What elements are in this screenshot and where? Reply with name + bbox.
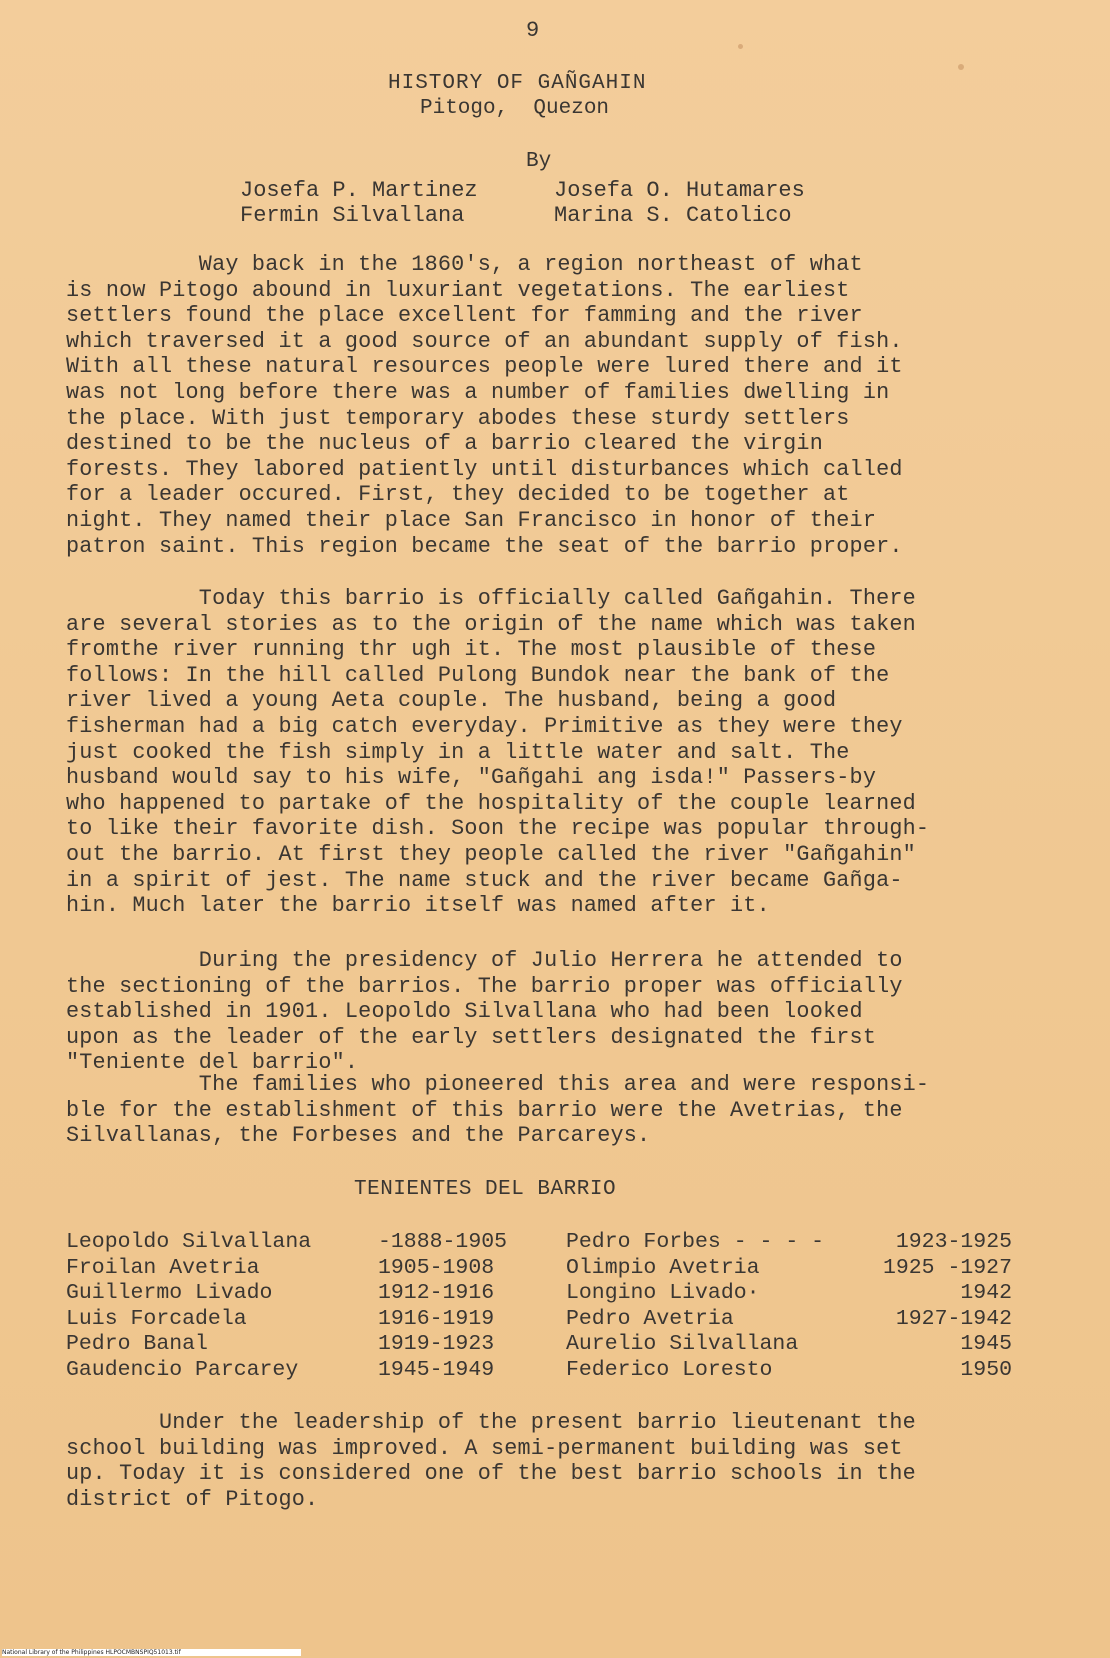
author-name: Josefa P. Martinez xyxy=(240,178,478,203)
paragraph-school: Under the leadership of the present barrio lieutenant the school building was improved. A semi-permanent building was set up. Today it is considered one of the best barrio schools in the district of Pitogo. xyxy=(66,1410,916,1512)
teniente-years: 1925 -1927 xyxy=(882,1255,1012,1280)
tenientes-right-years xyxy=(862,1230,1012,1384)
teniente-years: 1927-1942 xyxy=(895,1306,1012,1331)
scan-footer: National Library of the Philippines HLPOCMBNSPIQ51013.tif xyxy=(2,1649,301,1656)
document-subtitle: Pitogo, Quezon xyxy=(420,97,610,120)
teniente-years: -1888-1905 xyxy=(378,1230,508,1254)
teniente-name: Pedro Banal xyxy=(66,1332,208,1357)
teniente-years: 1945-1949 xyxy=(378,1357,495,1382)
teniente-name: Gaudencio Parcarey xyxy=(66,1357,299,1382)
teniente-years: 1916-1919 xyxy=(378,1306,495,1331)
byline-label: By xyxy=(526,150,552,173)
tenientes-left-names xyxy=(66,1230,311,1384)
teniente-years: 1942 xyxy=(960,1281,1012,1306)
paragraph-establishment: During the presidency of Julio Herrera he attended to the sectioning of the barrios. The barrio proper was officially established in 1901. Leopoldo Silvallana who had been looked upon as the leader of the early settlers designated the first "Teniente del barrio". xyxy=(66,948,903,1076)
paragraph-name-origin: Today this barrio is officially called Gañgahin. There are several stories as to the origin of the name which was taken fromthe river running thr ugh it. The most plausible of these follows: In the hill called Pulong Bundok near the bank of the river lived a young Aeta couple. The husband, being a good fisherman had a big catch everyday. Primitive as they were they just cooked the fish simply in a little water and salt. The husband would say to his wife, "Gañgahi ang isda!" Passers-by who happened to partake of the hospitality of the couple learned to like their favorite dish. Soon the recipe was popular through- out the barrio. At first they people called the river "Gañgahin" in a spirit of jest. The name stuck and the river became Gañga- hin. Much later the barrio itself was named after it. xyxy=(66,586,930,919)
paragraph-origins: Way back in the 1860's, a region northeast of what is now Pitogo abound in luxuriant vegetations. The earliest settlers found the place excellent for famming and the river which traversed it a good source of an abundant supply of fish. With all these natural resources people were lured there and it was not long before there was a number of families dwelling in the place. With just temporary abodes these sturdy settlers destined to be the nucleus of a barrio cleared the virgin forests. They labored patiently until disturbances which called for a leader occured. First, they decided to be together at night. They named their place San Francisco in honor of their patron saint. This region became the seat of the barrio proper. xyxy=(66,252,903,559)
teniente-years: 1905-1908 xyxy=(378,1255,495,1280)
teniente-name: Guillermo Livado xyxy=(66,1281,273,1306)
tenientes-left-years xyxy=(378,1230,507,1384)
document-title: HISTORY OF GAÑGAHIN xyxy=(388,72,647,95)
author-name: Fermin Silvallana xyxy=(240,203,465,228)
teniente-name: Pedro Avetria xyxy=(566,1306,734,1331)
teniente-name: Federico Loresto xyxy=(566,1357,773,1382)
paragraph-pioneer-families: The families who pioneered this area and were responsi- ble for the establishment of this barrio were the Avetrias, the Silvallanas, the Forbeses and the Parcareys. xyxy=(66,1072,930,1149)
tenientes-right-names xyxy=(566,1230,824,1384)
teniente-years: 1919-1923 xyxy=(378,1332,495,1357)
teniente-years: 1923-1925 xyxy=(895,1230,1012,1254)
teniente-name: Luis Forcadela xyxy=(66,1306,247,1331)
page-number: 9 xyxy=(526,18,540,43)
teniente-years: 1950 xyxy=(960,1357,1012,1382)
teniente-name: Leopoldo Silvallana xyxy=(66,1230,312,1254)
teniente-name: Froilan Avetria xyxy=(66,1255,260,1280)
tenientes-heading: TENIENTES DEL BARRIO xyxy=(354,1178,617,1201)
teniente-name: Pedro Forbes - - - - xyxy=(566,1230,825,1254)
teniente-name: Longino Livado· xyxy=(566,1281,760,1306)
paper-stain xyxy=(738,44,743,49)
author-name: Marina S. Catolico xyxy=(554,203,792,228)
teniente-years: 1945 xyxy=(960,1332,1012,1357)
teniente-years: 1912-1916 xyxy=(378,1281,495,1306)
author-name: Josefa O. Hutamares xyxy=(554,178,805,203)
teniente-name: Olimpio Avetria xyxy=(566,1255,760,1280)
paper-stain xyxy=(958,64,964,70)
teniente-name: Aurelio Silvallana xyxy=(566,1332,799,1357)
